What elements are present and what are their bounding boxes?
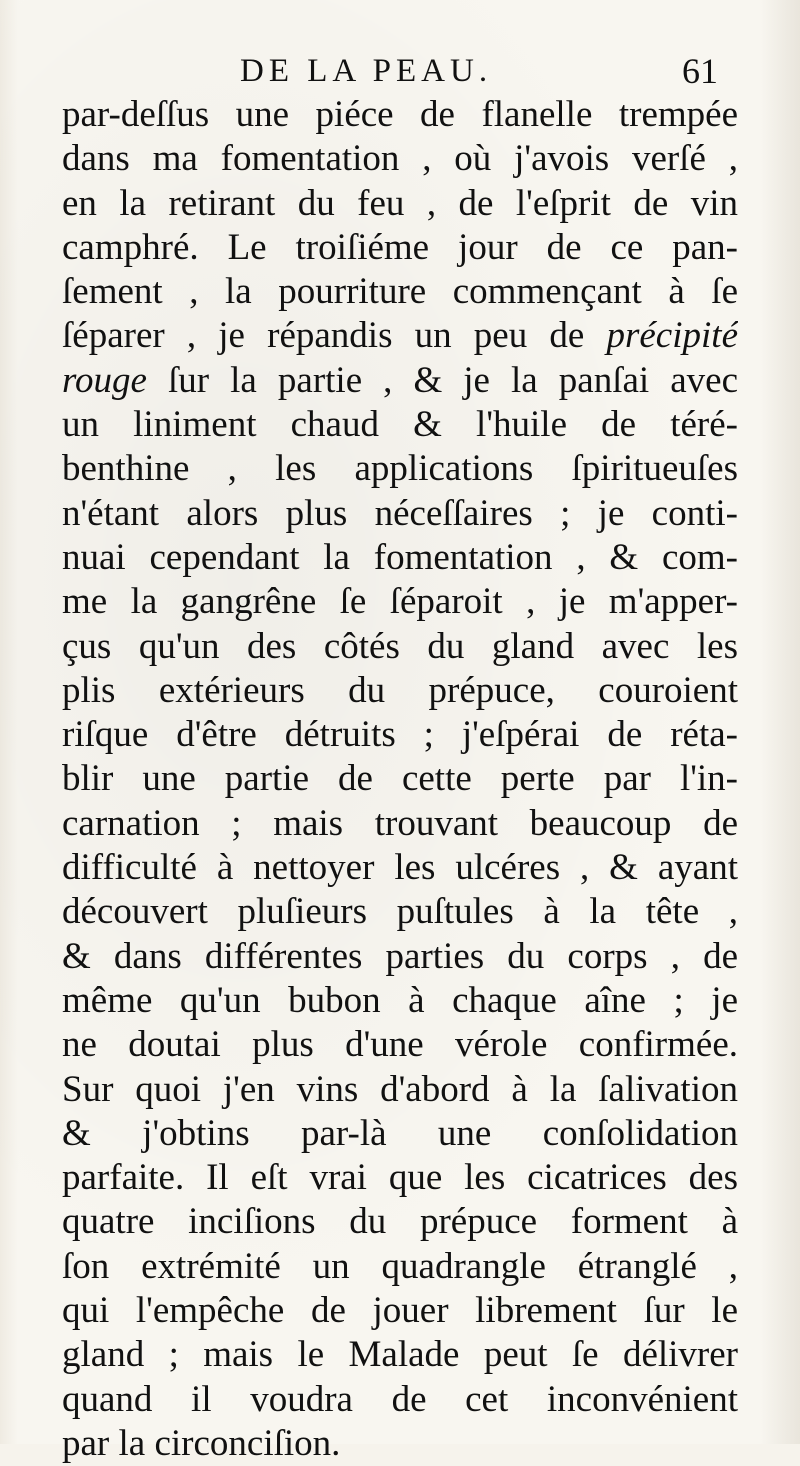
text-line-5: ſement , la pourriture commençant à ſe: [62, 271, 738, 313]
body-text: [62, 93, 738, 1466]
text-line-10: n'étant alors plus néceſſaires ; je conti-: [62, 492, 738, 534]
text-line-7-roman: ſur la partie , & je la panſai avec: [146, 359, 738, 401]
text-line-2: dans ma fomentation , où j'avois verſé ,: [62, 138, 738, 180]
text-line-8: un liniment chaud & l'huile de téré-: [62, 404, 738, 446]
text-line-30: quand il voudra de cet inconvénient: [62, 1378, 738, 1420]
text-line-14: plis extérieurs du prépuce, couroient: [62, 669, 738, 711]
text-line-6: [62, 314, 738, 358]
text-line-27: ſon extrémité un quadrangle étranglé ,: [62, 1245, 738, 1287]
italic-term-rouge: rouge: [62, 359, 147, 401]
page-header: [0, 46, 800, 96]
text-line-23: Sur quoi j'en vins d'abord à la ſalivation: [62, 1068, 738, 1110]
page-number: 61: [682, 51, 718, 91]
text-line-9: benthine , les applications ſpiritueuſes: [62, 448, 738, 490]
text-line-19: découvert pluſieurs puſtules à la tête ,: [62, 891, 738, 933]
text-line-7: [62, 359, 738, 403]
text-line-25: parfaite. Il eſt vrai que les cicatrices des: [62, 1157, 738, 1199]
text-line-20: & dans différentes parties du corps , de: [62, 935, 738, 977]
text-line-29: gland ; mais le Malade peut ſe délivrer: [62, 1334, 738, 1376]
text-line-11: nuai cependant la fomentation , & com-: [62, 536, 738, 578]
text-line-16: blir une partie de cette perte par l'in-: [62, 758, 738, 800]
italic-term-precipite: précipité: [606, 315, 738, 357]
text-line-18: difficulté à nettoyer les ulcéres , & ayant: [62, 847, 738, 889]
text-line-17: carnation ; mais trouvant beaucoup de: [62, 802, 738, 844]
text-line-31: par la circonciſion.: [62, 1422, 341, 1464]
text-line-13: çus qu'un des côtés du gland avec les: [62, 625, 738, 667]
text-line-3: en la retirant du feu , de l'eſprit de vin: [62, 182, 738, 224]
text-line-15: riſque d'être détruits ; j'eſpérai de réta-: [62, 714, 738, 756]
text-line-21: même qu'un bubon à chaque aîne ; je: [62, 979, 738, 1021]
text-line-26: quatre inciſions du prépuce forment à: [62, 1201, 738, 1243]
running-head: DE LA PEAU.: [240, 53, 493, 89]
text-line-28: qui l'empêche de jouer librement ſur le: [62, 1290, 738, 1332]
text-line-12: me la gangrêne ſe ſéparoit , je m'apper-: [62, 581, 738, 623]
text-line-24: & j'obtins par-là une conſolidation: [62, 1112, 738, 1154]
text-line-4: camphré. Le troiſiéme jour de ce pan-: [62, 226, 738, 268]
text-line-1: par-deſſus une piéce de flanelle trempée: [62, 94, 738, 135]
text-line-22: ne doutai plus d'une vérole confirmée.: [62, 1024, 738, 1066]
text-line-6-roman: ſéparer , je répandis un peu de: [62, 315, 607, 357]
